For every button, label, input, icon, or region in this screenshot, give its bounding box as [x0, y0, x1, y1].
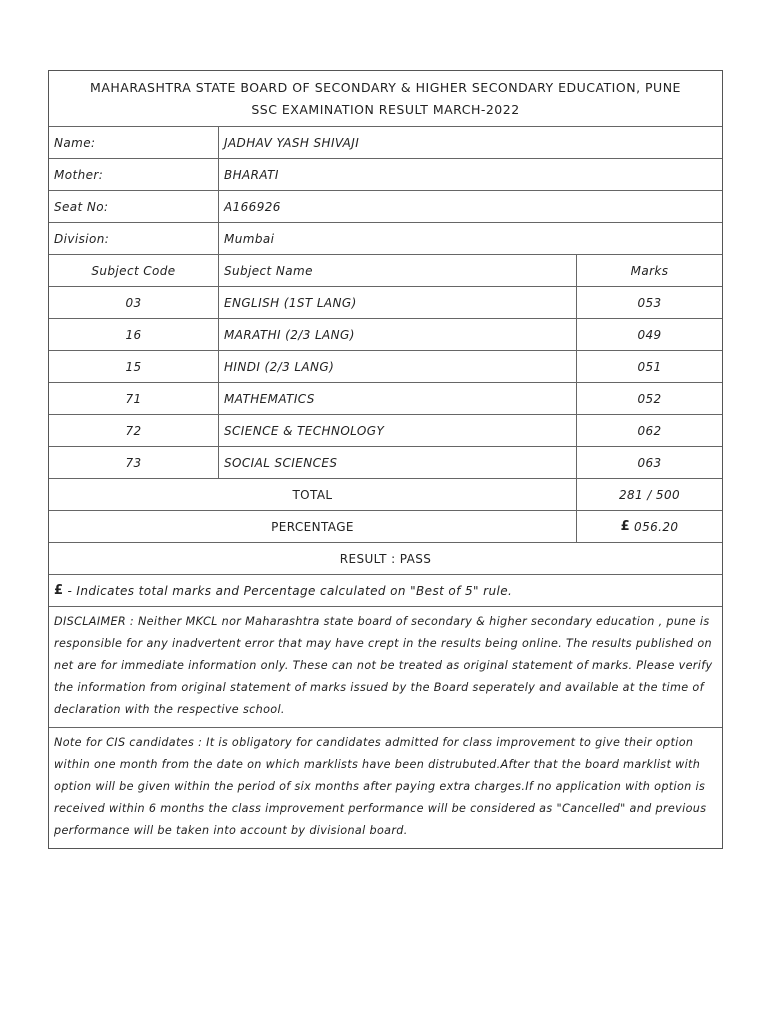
- division-row: [49, 222, 722, 254]
- table-row: [49, 446, 722, 478]
- subject-name: ENGLISH (1ST LANG): [219, 287, 577, 318]
- seat-row: [49, 190, 722, 222]
- subject-name: MATHEMATICS: [219, 383, 577, 414]
- table-row: [49, 414, 722, 446]
- subject-marks: 049: [637, 327, 662, 342]
- name-row: [49, 126, 722, 158]
- subject-code: 16: [49, 319, 219, 350]
- division-value: Mumbai: [224, 231, 275, 246]
- subject-marks: 051: [637, 359, 662, 374]
- result-status: RESULT : PASS: [339, 551, 432, 566]
- percentage-label: PERCENTAGE: [49, 511, 577, 542]
- subject-name: SOCIAL SCIENCES: [219, 447, 577, 478]
- subject-name-header: Subject Name: [219, 255, 577, 286]
- pound-symbol: £: [620, 519, 631, 534]
- subject-code: 71: [49, 383, 219, 414]
- mother-row: [49, 158, 722, 190]
- marks-header-row: [49, 254, 722, 286]
- best-of-5-row: [49, 574, 722, 606]
- total-label: TOTAL: [49, 479, 577, 510]
- mother-name: BHARATI: [224, 167, 279, 182]
- table-row: [49, 318, 722, 350]
- percentage-row: [49, 510, 722, 542]
- percentage-cell: [577, 511, 722, 542]
- exam-title: SSC EXAMINATION RESULT MARCH-2022: [251, 101, 520, 117]
- subject-marks: 062: [637, 423, 662, 438]
- result-row: [49, 542, 722, 574]
- mother-label: Mother:: [49, 159, 219, 190]
- best-of-5-note: [49, 575, 722, 606]
- table-row: [49, 286, 722, 318]
- board-title: MAHARASHTRA STATE BOARD OF SECONDARY & HIGHER SECONDARY EDUCATION, PUNE: [90, 79, 681, 95]
- subject-code: 03: [49, 287, 219, 318]
- total-row: [49, 478, 722, 510]
- seat-number: A166926: [224, 199, 281, 214]
- percentage-value: 056.20: [634, 519, 679, 534]
- cis-note-text: Note for CIS candidates : It is obligatory for candidates admitted for class improvement to give their option within one month from the date on which marklists have been distrubuted.After that the board marklist with option will be given within the period of six months after paying extra charges.If no application with option is received within 6 months the class improvement performance will be considered as "Cancelled" and previous performance will be taken into account by divisional board.: [54, 736, 707, 837]
- header-row: [49, 71, 722, 126]
- subject-code-header: Subject Code: [49, 255, 219, 286]
- title-block: [49, 71, 722, 126]
- table-row: [49, 382, 722, 414]
- subject-name: HINDI (2/3 LANG): [219, 351, 577, 382]
- marks-header: Marks: [630, 263, 669, 278]
- seat-label: Seat No:: [49, 191, 219, 222]
- subject-code: 73: [49, 447, 219, 478]
- division-label: Division:: [49, 223, 219, 254]
- cis-note-row: [49, 727, 722, 848]
- result-sheet: [48, 70, 723, 849]
- subject-marks: 052: [637, 391, 662, 406]
- disclaimer-text: DISCLAIMER : Neither MKCL nor Maharashtra state board of secondary & higher secondary education , pune is responsible for any inadvertent error that may have crept in the results being online. The results published on net are for immediate information only. These can not be treated as original statement of marks. Please verify the information from original statement of marks issued by the Board seperately and available at the time of declaration with the respective school.: [54, 615, 713, 716]
- subject-name: SCIENCE & TECHNOLOGY: [219, 415, 577, 446]
- subject-code: 15: [49, 351, 219, 382]
- pound-symbol: £: [54, 583, 64, 598]
- name-label: Name:: [49, 127, 219, 158]
- best-of-5-text: - Indicates total marks and Percentage calculated on "Best of 5" rule.: [67, 583, 513, 598]
- disclaimer-row: [49, 606, 722, 727]
- subject-name: MARATHI (2/3 LANG): [219, 319, 577, 350]
- total-value: 281 / 500: [618, 487, 681, 502]
- subject-marks: 053: [637, 295, 662, 310]
- subject-code: 72: [49, 415, 219, 446]
- student-name: JADHAV YASH SHIVAJI: [224, 135, 360, 150]
- subject-marks: 063: [637, 455, 662, 470]
- table-row: [49, 350, 722, 382]
